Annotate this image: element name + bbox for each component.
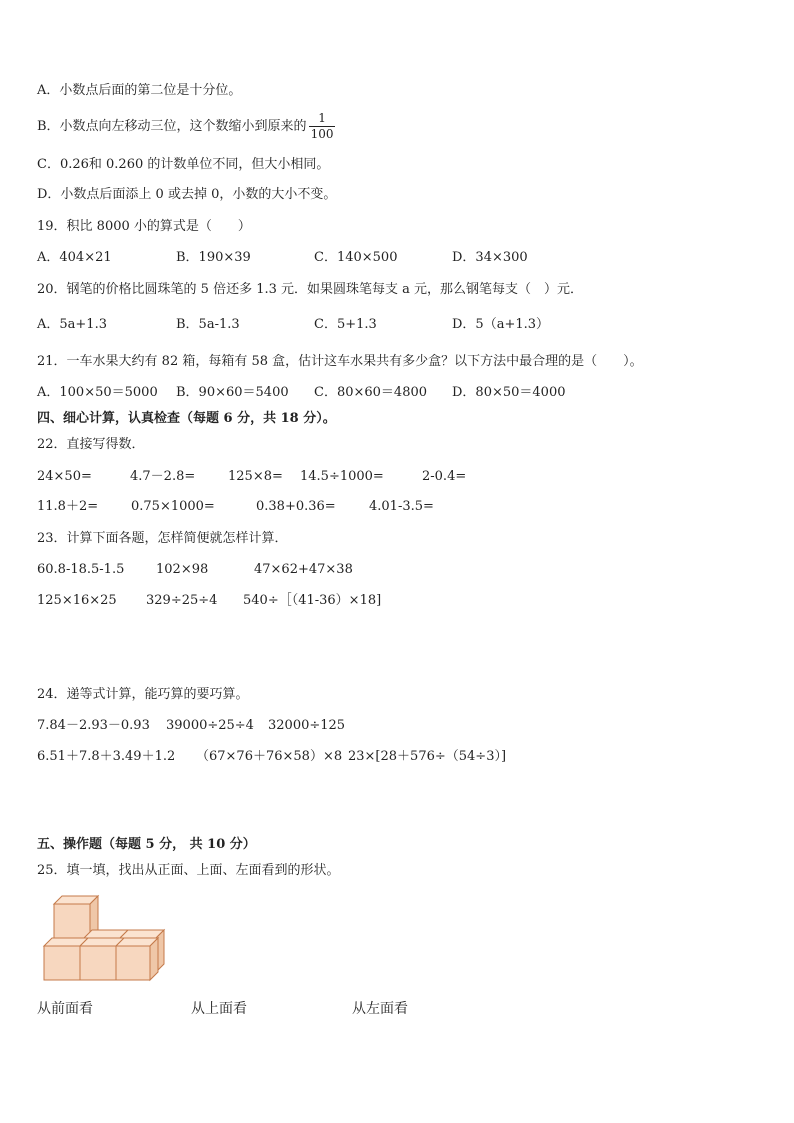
- q22-item: 2-0.4=: [422, 469, 467, 484]
- section-4-heading: 四、细心计算，认真检查（每题 6 分，共 18 分）。: [37, 411, 336, 426]
- fraction-denominator: 100: [310, 127, 334, 141]
- q22-item: 4.01-3.5=: [369, 499, 434, 514]
- q22-item: 4.7－2.8=: [130, 469, 196, 484]
- cube-front-face: [44, 946, 80, 980]
- q23-item: 60.8-18.5-1.5: [37, 562, 125, 577]
- q24-item: （67×76＋76×58）×8: [196, 749, 343, 764]
- question-23: 23．计算下面各题，怎样简便就怎样计算．: [37, 531, 288, 546]
- question-22: 22．直接写得数．: [37, 437, 145, 452]
- q22-item: 0.75×1000=: [131, 499, 215, 514]
- question-25: 25．填一填，找出从正面、上面、左面看到的形状。: [37, 863, 340, 878]
- question-20: 20．钢笔的价格比圆珠笔的 5 倍还多 1.3 元．如果圆珠笔每支 a 元，那么钢笔每支（ ）元．: [37, 282, 584, 297]
- cube-front-face: [54, 904, 90, 938]
- q20-option: B．5a-1.3: [176, 317, 240, 332]
- section-5-heading: 五、操作题（每题 5 分， 共 10 分）: [37, 837, 256, 852]
- view-label-left: 从左面看: [352, 1001, 408, 1017]
- cube-side-face: [150, 938, 158, 980]
- cube-stack-figure: [40, 890, 172, 986]
- q21-option: A．100×50＝5000: [37, 385, 158, 400]
- option-b: [37, 110, 335, 144]
- option-a: A．小数点后面的第二位是十分位。: [37, 83, 242, 98]
- q22-item: 0.38+0.36=: [256, 499, 336, 514]
- option-d: D．小数点后面添上 0 或去掉 0，小数的大小不变。: [37, 187, 337, 202]
- view-label-top: 从上面看: [191, 1001, 247, 1017]
- q23-item: 329÷25÷4: [146, 593, 218, 608]
- question-24: 24．递等式计算，能巧算的要巧算。: [37, 687, 249, 702]
- question-21: 21．一车水果大约有 82 箱，每箱有 58 盒，估计这车水果共有多少盒？以下方法中最合理的是（ ）。: [37, 354, 643, 369]
- q24-item: 32000÷125: [268, 718, 346, 733]
- q19-option: B．190×39: [176, 250, 251, 265]
- question-19: 19．积比 8000 小的算式是（ ）: [37, 219, 251, 234]
- q19-option: C．140×500: [314, 250, 398, 265]
- cube-front-face: [80, 946, 116, 980]
- q21-option: D．80×50＝4000: [452, 385, 566, 400]
- q23-item: 125×16×25: [37, 593, 117, 608]
- q23-item: 47×62+47×38: [254, 562, 353, 577]
- q20-option: D．5（a+1.3）: [452, 317, 550, 332]
- cube-front-face: [116, 946, 150, 980]
- q23-item: 540÷［（41-36）×18]: [243, 593, 382, 608]
- q24-item: 23×[28＋576÷（54÷3）]: [348, 749, 507, 764]
- q22-item: 125×8=: [228, 469, 283, 484]
- q20-option: A．5a+1.3: [37, 317, 107, 332]
- q19-option: A．404×21: [37, 250, 112, 265]
- view-label-front: 从前面看: [37, 1001, 93, 1017]
- q24-item: 7.84－2.93－0.93: [37, 718, 150, 733]
- q22-item: 11.8＋2=: [37, 499, 99, 514]
- q24-item: 39000÷25÷4: [166, 718, 254, 733]
- option-c: C．0.26和 0.260 的计数单位不同，但大小相同。: [37, 157, 330, 172]
- fraction: [309, 111, 336, 142]
- q22-item: 24×50=: [37, 469, 92, 484]
- q23-item: 102×98: [156, 562, 209, 577]
- option-b-text: B．小数点向左移动三位，这个数缩小到原来的: [37, 119, 307, 134]
- q21-option: B．90×60＝5400: [176, 385, 289, 400]
- q21-option: C．80×60＝4800: [314, 385, 428, 400]
- q24-item: 6.51＋7.8＋3.49＋1.2: [37, 749, 176, 764]
- q20-option: C．5+1.3: [314, 317, 377, 332]
- fraction-numerator: 1: [309, 111, 336, 127]
- q19-option: D．34×300: [452, 250, 528, 265]
- q22-item: 14.5÷1000=: [300, 469, 384, 484]
